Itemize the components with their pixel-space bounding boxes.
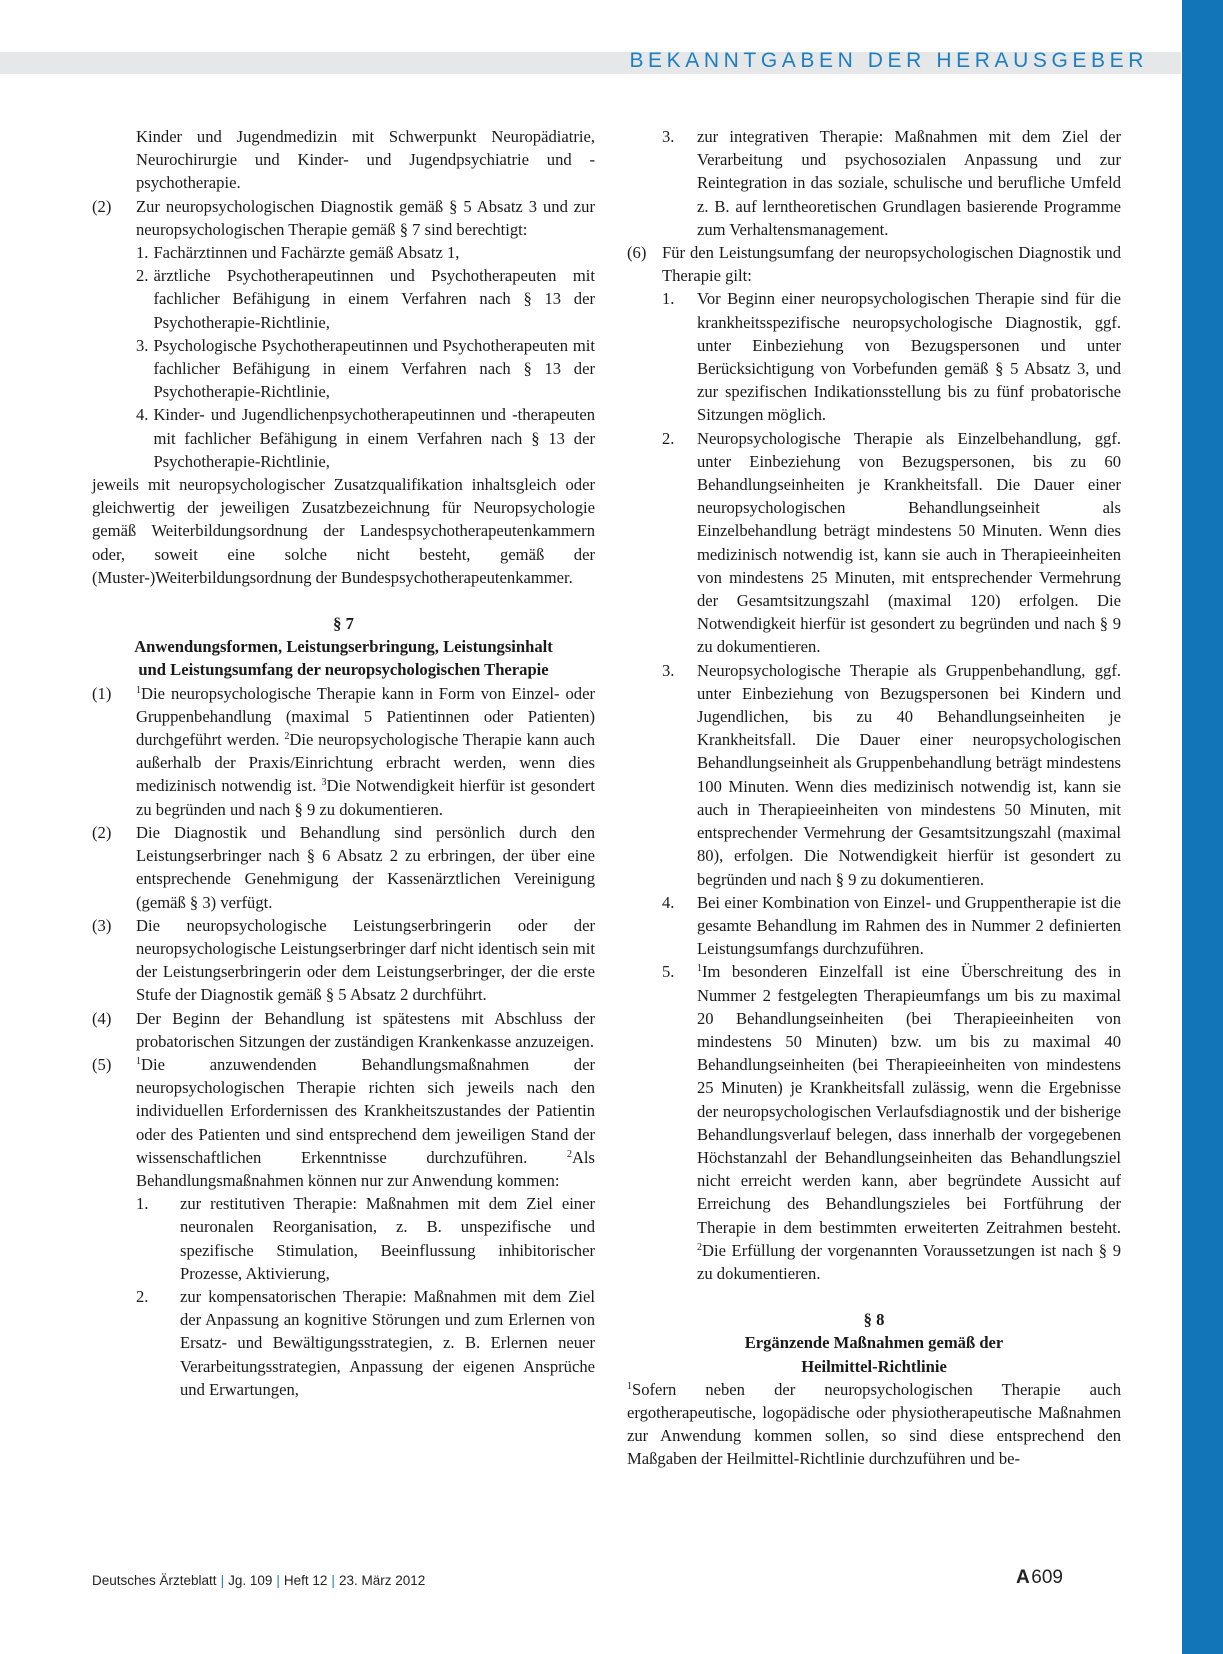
volume: Jg. 109 [228,1573,273,1588]
paragraph-number: (1) [92,683,112,703]
list-item [662,287,1121,426]
list-number: 3. [136,335,149,355]
paragraph-text: Die neuropsychologische Leistungserbringerin oder der neuropsychologische Leistungserbringer darf nicht identisch sein mit der Leistungserbringerin oder dem Leistungserbringer, der die erste Stufe der Diagnostik gemäß § 5 Absatz 2 durchführt. [136,915,595,1005]
paragraph-text: Die Diagnostik und Behandlung sind persönlich durch den Leistungserbringer nach § 6 Absatz 2 zu erbringen, der über eine entsprechende Genehmigung der Kassenärztlichen Vereinigung (gemäß § 3) verfügt. [136,822,595,912]
section-title-line-1: Ergänzende Maßnahmen gemäß der [744,1333,1004,1353]
list-text: Neuropsychologische Therapie als Einzelbehandlung, ggf. unter Einbeziehung von Bezugspersonen, bis zu 60 Behandlungseinheiten je Krankheitsfall. Die Dauer einer neuropsychologischen Behandlungseinheit als Einzelbehandlung beträgt mindestens 50 Minuten. Wenn dies medizinisch notwendig ist, kann sie auch in Therapieeinheiten von mindestens 25 Minuten, mit entsprechender Vermehrung der Gesamtsitzungszahl (maximal 120) erfolgen. Die Notwendigkeit hierfür ist gesondert zu begründen und nach § 9 zu dokumentieren. [697,428,1121,657]
list-item [136,264,595,334]
list-number: 3. [662,127,675,146]
list-text: Bei einer Kombination von Einzel- und Gruppentherapie ist die gesamte Behandlung im Rahmen des in Nummer 2 definierten Leistungsumfangs durchzuführen. [697,892,1121,959]
paragraph-7-6 [627,241,1121,287]
list-item [136,334,595,404]
paragraph-number: (3) [92,915,112,935]
list-item [136,241,595,264]
list-number: 4. [136,405,149,425]
list-number: 3. [662,660,675,680]
section-number: § 7 [333,614,354,634]
paragraph-7-4 [92,1007,595,1053]
sentence-number: 1 [136,684,141,696]
side-color-bar [1182,0,1223,1654]
list-number: 2. [136,266,149,286]
list-item [136,1192,595,1285]
paragraph-number: (6) [627,243,647,263]
paragraph-intro [92,125,595,195]
list-number: 1. [662,289,675,309]
footer-citation [92,1573,425,1588]
section-8-text: $^1$Sofern neben der neuropsychologischen Therapie auch ergotherapeutische, logopädische oder physiotherapeutische Maßnahmen zur Anwendung kommen sollen, so sind diese entsprechend den Maßgaben der Heilmittel-Richtlinie durchzuführen und be- [627,1379,1121,1469]
sentence-number: 1 [627,1380,632,1392]
list-text: ärztliche Psychotherapeutinnen und Psychotherapeuten mit fachlicher Befähigung in einem Verfahren nach § 13 der Psychotherapie-Richtlinie, [153,266,595,332]
paragraph-7-2 [92,821,595,914]
issue: Heft 12 [283,1573,328,1588]
paragraph-number: (4) [92,1008,112,1028]
page-number-value: 609 [1031,1567,1063,1588]
list-item: 5. $^1$Im besonderen Einzelfall ist eine Überschreitung des in Nummer 2 festgelegten Therapieumfangs um bis zu maximal 20 Behandlungseinheiten (bei Therapieeinheiten von mindestens 50 Minuten) bzw. um bis zu maximal 40 Behandlungseinheiten (bei Therapieeinheiten von mindestens 25 Minuten) je Krankheitsfall zulässig, wenn die Ergebnisse der neuropsychologischen Verlaufsdiagnostik und der bisherige Behandlungsverlauf belegen, dass innerhalb der vorgegebenen Höchstanzahl der Behandlungseinheiten das Behandlungsziel nicht erreicht werden kann, aber begründete Aussicht auf Erreichung des Behandlungszieles bei Fortführung der Therapie in dem bestimmten erweiterten Zeitrahmen besteht. $^2$Die Erfüllung der vorgenannten Voraussetzungen ist nach § 9 zu dokumentieren. [662,960,1121,1285]
section-title-line-2: Heilmittel-Richtlinie [801,1356,947,1376]
paragraph-7-5: (5) $^1$Die anzuwendenden Behandlungsmaßnahmen der neuropsychologischen Therapie richten sich jeweils nach den individuellen Erfordernissen des Krankheitszustandes der Patientin oder des Patienten und sind entsprechend dem jeweiligen Stand der wissenschaftlichen Erkenntnisse durchzuführen. $^2$Als Behandlungsmaßnahmen können nur zur Anwendung kommen: [92,1053,595,1192]
list-text: Neuropsychologische Therapie als Gruppenbehandlung, ggf. unter Einbeziehung von Bezugspersonen bei Kindern und Jugendlichen, bis zu 40 Behandlungseinheiten je Krankheitsfall. Die Dauer einer neuropsychologischen Behandlungseinheit als Gruppenbehandlung beträgt mindestens 100 Minuten. Wenn dies medizinisch notwendig ist, kann sie auch in Therapieeinheiten von mindestens 50 Minuten, mit entsprechender Vermehrung der Gesamtsitzungszahl (maximal 80), erfolgen. Die Notwendigkeit hierfür ist gesondert zu begründen und nach § 9 zu dokumentieren. [697,660,1121,889]
section-8-heading [627,1308,1121,1378]
list-text: Psychologische Psychotherapeutinnen und Psychotherapeuten mit fachlicher Befähigung in einem Verfahren nach § 13 der Psychotherapie-Richtlinie, [153,335,595,402]
separator: | [276,1573,280,1588]
sentence-number: 2 [697,1241,702,1253]
list-number: 1. [136,243,149,263]
section-number: § 8 [863,1310,885,1330]
paragraph-text: Der Beginn der Behandlung ist spätestens mit Abschluss der probatorischen Sitzungen der zuständigen Krankenkasse anzuzeigen. [136,1008,595,1051]
list-text: Fachärztinnen und Fachärzte gemäß Absatz 1, [153,243,460,263]
section-title: BEKANNTGABEN DER HERAUSGEBER [629,49,1148,72]
list-number: 1. [136,1194,149,1214]
right-column [627,125,1121,1471]
page-prefix: A [1015,1567,1030,1588]
list-item [136,1285,595,1401]
list-text: Kinder- und Jugendlichenpsychotherapeutinnen und -therapeuten mit fachlicher Befähigung in einem Verfahren nach § 13 der Psychotherapie-Richtlinie, [153,405,595,471]
separator: | [331,1573,335,1588]
paragraph-2-tail: jeweils mit neuropsychologischer Zusatzqualifikation inhaltsgleich oder gleichwertig der jeweiligen Zusatzbezeichnung für Neuropsychologie gemäß Weiterbildungsordnung der Landespsychotherapeutenkammern oder, soweit eine solche nicht besteht, gemäß der (Muster-)Weiterbildungsordnung der Bundespsychotherapeutenkammer. [92,475,595,587]
left-column [92,125,595,1401]
list-item [662,891,1121,961]
paragraph-number: (5) [92,1054,112,1074]
intro-text: Kinder und Jugendmedizin mit Schwerpunkt Neuropädiatrie, Neurochirurgie und Kinder- und Jugendpsychiatrie und -psychotherapie. [136,127,595,193]
section-title-line-1: Anwendungsformen, Leistungserbringung, Leistungsinhalt [134,637,553,657]
list-item [662,427,1121,659]
sentence-number: 2 [284,731,290,743]
paragraph-text: Zur neuropsychologischen Diagnostik gemäß § 5 Absatz 3 und zur neuropsychologischen Therapie gemäß § 7 sind berechtigt: [136,196,595,239]
paragraph-number: (2) [92,196,112,216]
list-item [662,125,1121,241]
list-text: zur kompensatorischen Therapie: Maßnahmen mit dem Ziel der Anpassung an kognitive Störungen und zum Erlernen von Ersatz- und Bewältigungsstrategien, z. B. Erlernen neuer Verarbeitungsstrategien, Anpassung der eigenen Ansprüche und Erwartungen, [180,1286,595,1399]
list-number: 2. [136,1286,149,1306]
paragraph-text: Für den Leistungsumfang der neuropsychologischen Diagnostik und Therapie gilt: [662,243,1121,286]
paragraph-2 [92,195,595,241]
journal-name: Deutsches Ärzteblatt [92,1573,217,1588]
section-title-line-2: und Leistungsumfang der neuropsychologischen Therapie [138,660,549,680]
page-number [1016,1567,1063,1589]
sentence-number: 1 [697,963,702,975]
list-number: 2. [662,428,675,448]
list-item [662,659,1121,891]
section-7-heading [92,612,595,682]
list-item [136,403,595,473]
list-text: zur integrativen Therapie: Maßnahmen mit dem Ziel der Verarbeitung und psychosozialen Anpassung und zur Reintegration in das soziale, schulische und berufliche Umfeld z. B. auf lerntheoretischen Grundlagen basierende Programme zum Verhaltensmanagement. [697,127,1121,239]
paragraph-number: (2) [92,822,112,842]
list-number: 5. [662,962,675,982]
sentence-number: 1 [136,1055,141,1067]
list-number: 4. [662,892,675,912]
paragraph-7-3 [92,914,595,1007]
separator: | [220,1573,225,1588]
issue-date: 23. März 2012 [338,1573,426,1588]
sentence-number: 3 [321,777,327,789]
sentence-number: 2 [566,1148,572,1160]
paragraph-7-1: (1) $^1$Die neuropsychologische Therapie kann in Form von Einzel- oder Gruppenbehandlung (maximal 5 Patientinnen oder Patienten) durchgeführt werden. $^2$Die neuropsychologische Therapie kann auch außerhalb der Praxis/Einrichtung erbracht werden, wenn dies medizinisch notwendig ist. $^3$Die Notwendigkeit hierfür ist gesondert zu begründen und nach § 9 zu dokumentieren. [92,682,595,821]
list-text: Vor Beginn einer neuropsychologischen Therapie sind für die krankheitsspezifische neuropsychologische Diagnostik, ggf. unter Einbeziehung von Bezugspersonen und unter Berücksichtigung von Vorbefunden gemäß § 5 Absatz 3, und zur spezifischen Indikationsstellung bis zu fünf probatorische Sitzungen möglich. [697,289,1121,425]
list-text: zur restitutiven Therapie: Maßnahmen mit dem Ziel einer neuronalen Reorganisation, z. B. unspezifische und spezifische Stimulation, Beeinflussung inhibitorischer Prozesse, Aktivierung, [180,1194,595,1283]
